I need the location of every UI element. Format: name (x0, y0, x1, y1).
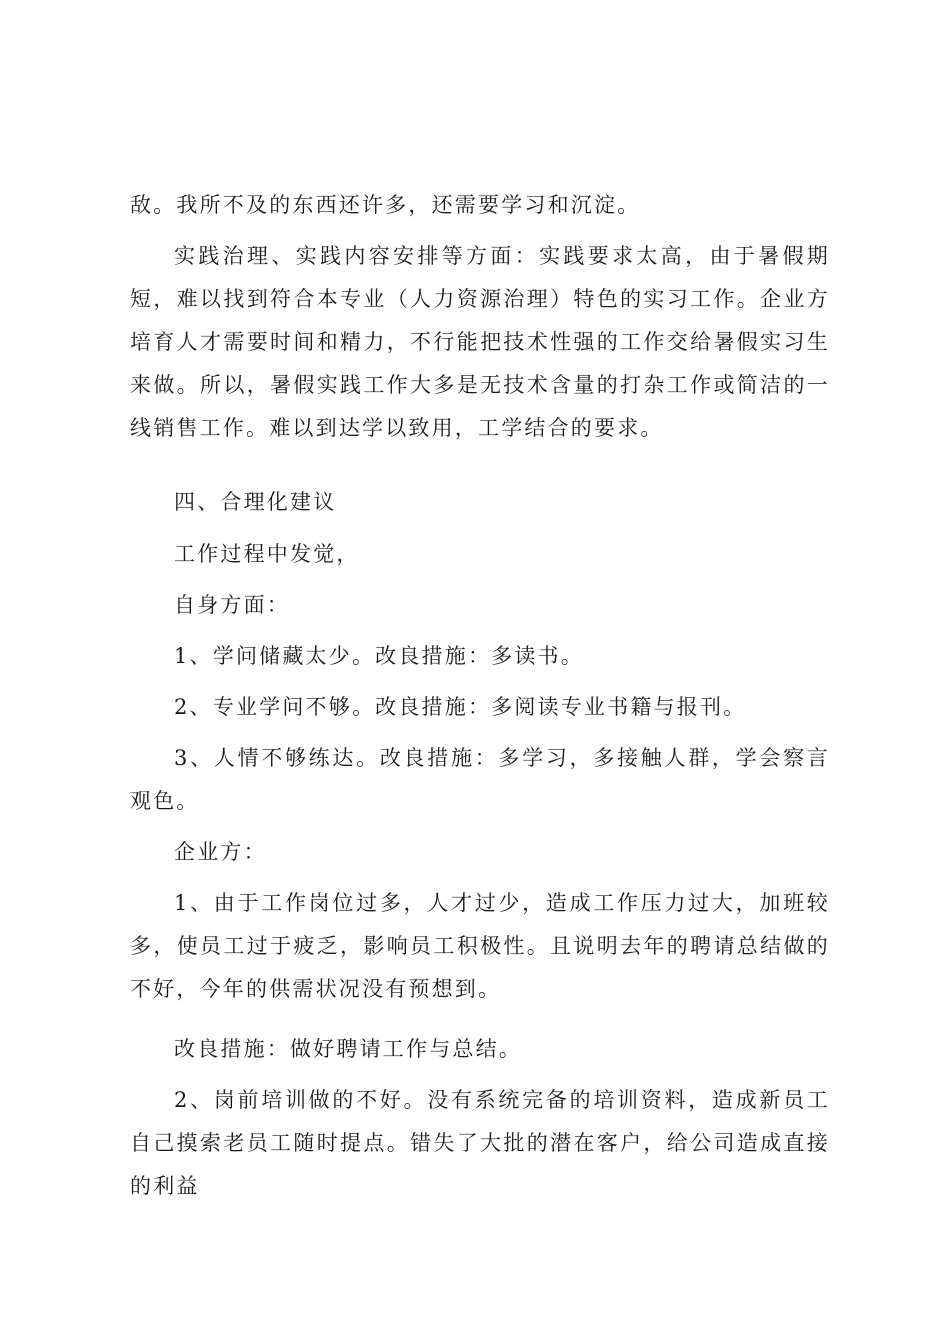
list-item-self-1: 1、学问储藏太少。改良措施：多读书。 (174, 644, 584, 668)
subheading-self: 自身方面： (174, 593, 290, 617)
paragraph-work-discovery: 工作过程中发觉， (174, 542, 360, 566)
paragraph-continuation: 敌。我所不及的东西还许多，还需要学习和沉淀。 (130, 193, 641, 217)
list-item-company-1: 1、由于工作岗位过多，人才过少，造成工作压力过大，加班较多，使员工过于疲乏，影响员工积极性。且说明去年的聘请总结做的不好，今年的供需状况没有预想到。 (130, 891, 830, 1001)
list-item-company-2: 2、岗前培训做的不好。没有系统完备的培训资料，造成新员工自己摸索老员工随时提点。错失了大批的潜在客户，给公司造成直接的利益 (130, 1088, 830, 1198)
paragraph-practice-management: 实践治理、实践内容安排等方面：实践要求太高，由于暑假期短，难以找到符合本专业（人力资源治理）特色的实习工作。企业方培育人才需要时间和精力，不行能把技术性强的工作交给暑假实习生来做。所以，暑假实践工作大多是无技术含量的打杂工作或简洁的一线销售工作。难以到达学以致用，工学结合的要求。 (130, 244, 830, 440)
list-item-self-2: 2、专业学问不够。改良措施：多阅读专业书籍与报刊。 (174, 695, 747, 719)
section-heading-suggestions: 四、合理化建议 (174, 490, 337, 514)
paragraph-improvement-measure: 改良措施：做好聘请工作与总结。 (174, 1037, 522, 1061)
subheading-company: 企业方： (174, 840, 267, 864)
list-item-self-3: 3、人情不够练达。改良措施：多学习，多接触人群，学会察言观色。 (130, 746, 830, 813)
